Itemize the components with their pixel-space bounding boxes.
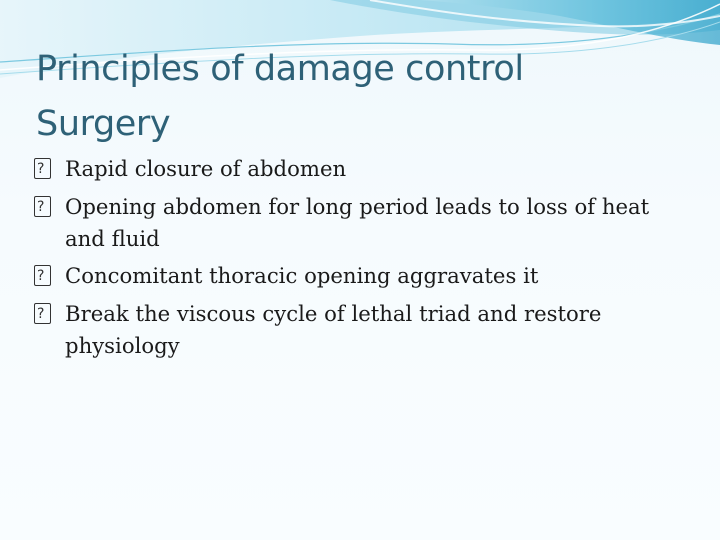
bullet-item bbox=[34, 260, 694, 292]
missing-glyph-icon bbox=[34, 265, 51, 286]
slide-title bbox=[36, 42, 676, 153]
bullet-item bbox=[34, 298, 694, 362]
missing-glyph-icon bbox=[34, 158, 51, 179]
bullet-text: Concomitant thoracic opening aggravates it bbox=[65, 263, 539, 288]
bullet-text: Rapid closure of abdomen bbox=[65, 156, 347, 181]
missing-glyph-icon bbox=[34, 303, 51, 324]
title-line-1: Principles of damage control bbox=[36, 49, 524, 89]
bullet-item bbox=[34, 191, 694, 255]
bullet-item bbox=[34, 153, 694, 185]
bullet-list bbox=[34, 153, 694, 367]
bullet-text: Break the viscous cycle of lethal triad and restore physiology bbox=[65, 300, 602, 358]
missing-glyph-icon bbox=[34, 196, 51, 217]
title-line-2: Surgery bbox=[36, 104, 171, 145]
bullet-text: Opening abdomen for long period leads to loss of heat and fluid bbox=[65, 193, 650, 251]
